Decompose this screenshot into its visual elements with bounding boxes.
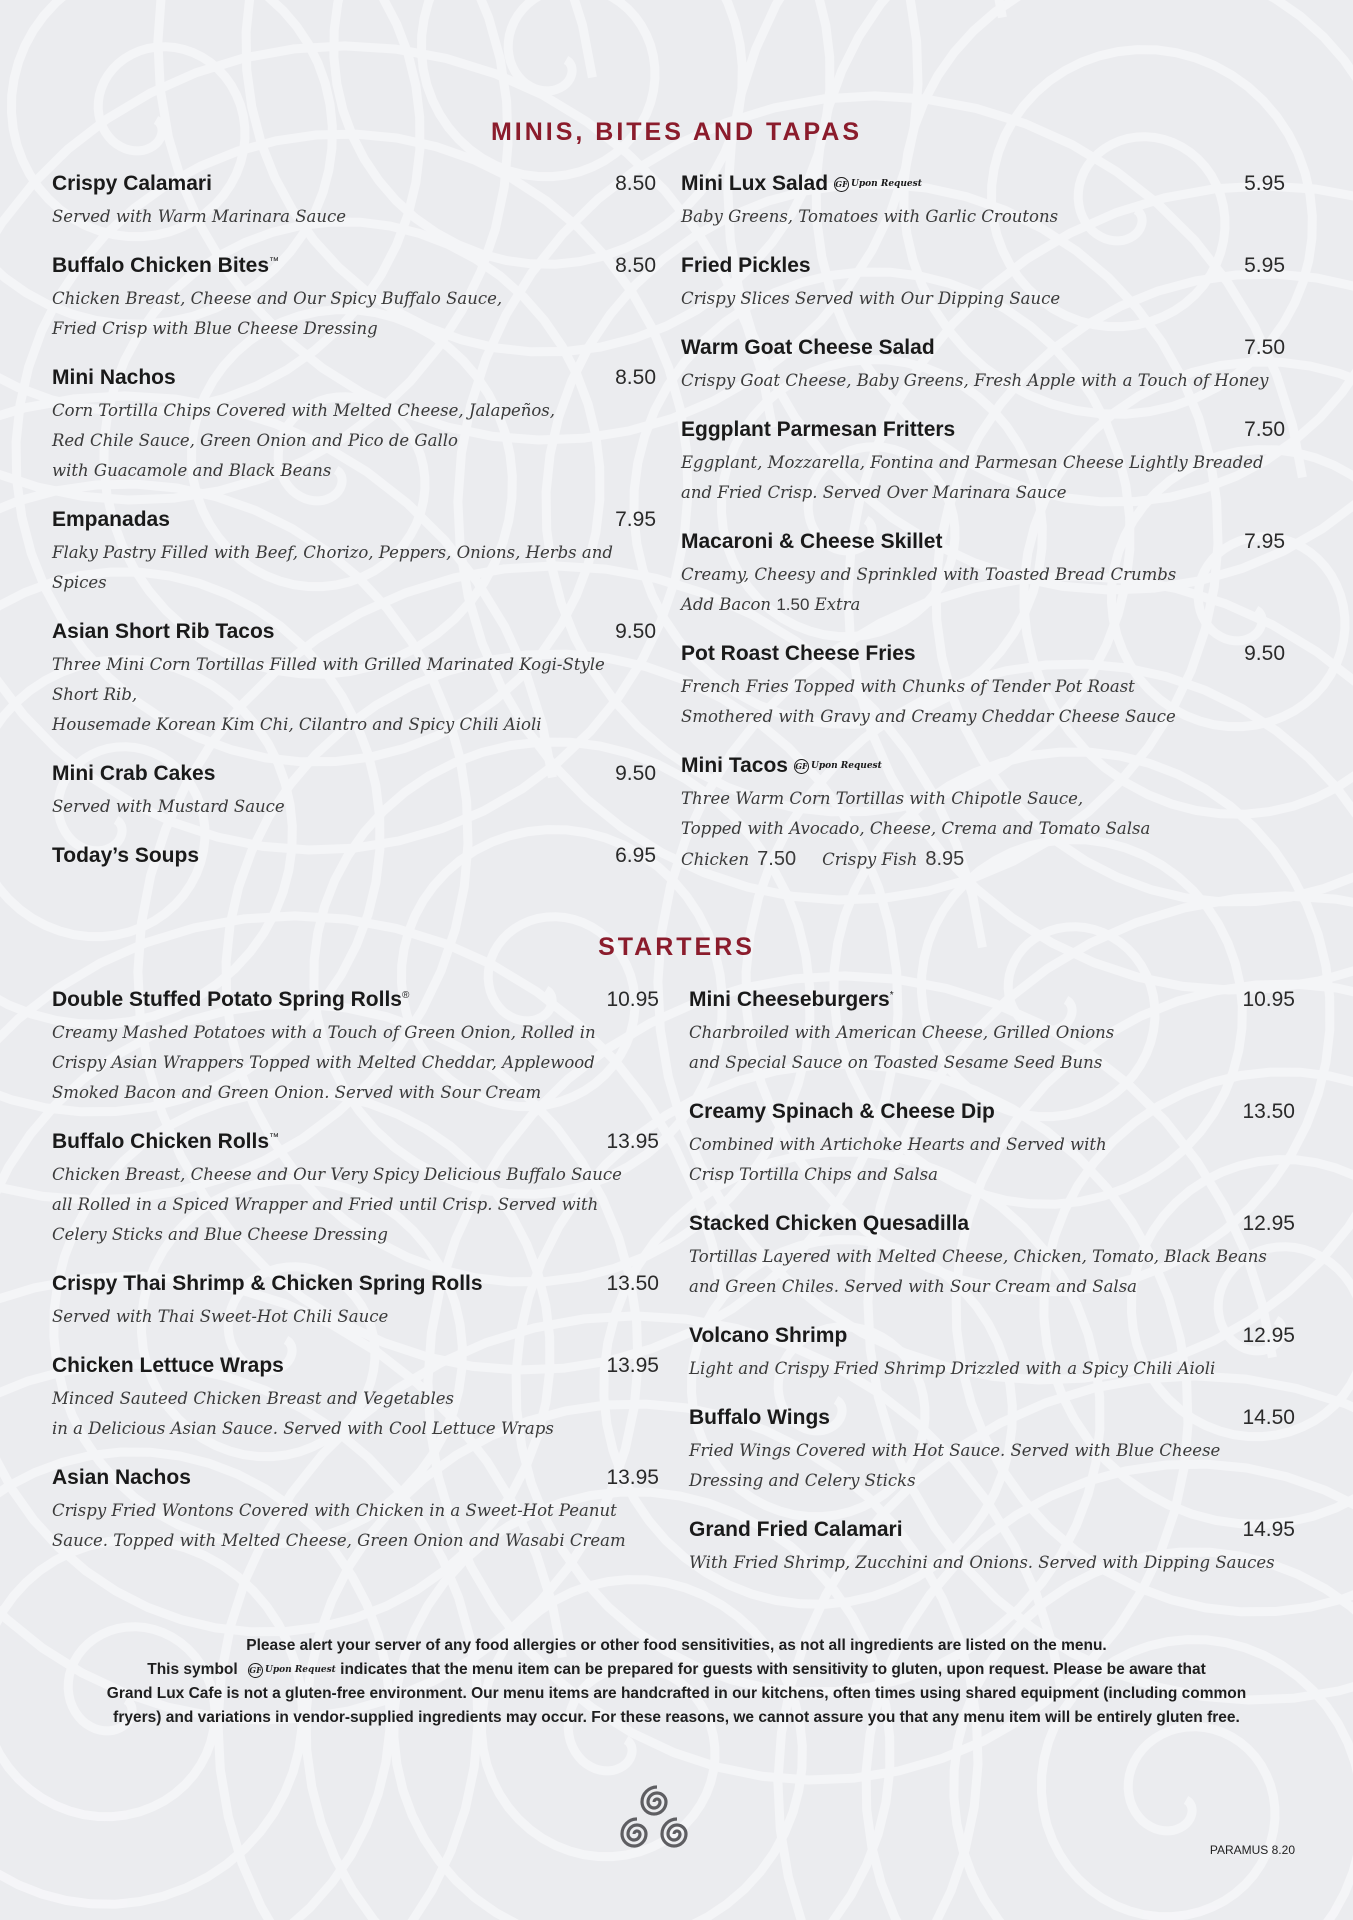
menu-item-name — [681, 418, 955, 442]
menu-item-name — [689, 1324, 847, 1348]
description-line: Topped with Avocado, Cheese, Crema and Tomato Salsa — [681, 819, 1151, 838]
menu-item-name-text: Buffalo Wings — [689, 1406, 830, 1429]
menu-item-price: 10.95 — [1242, 988, 1295, 1011]
menu-item-price: 12.95 — [1242, 1324, 1295, 1347]
menu-item-name — [52, 1130, 279, 1154]
menu-item-name — [681, 172, 922, 196]
menu-item-name-text: Pot Roast Cheese Fries — [681, 642, 916, 665]
description-line: Corn Tortilla Chips Covered with Melted Cheese, Jalapeños, — [52, 401, 556, 420]
menu-item — [681, 254, 1285, 314]
description-line: Fried Crisp with Blue Cheese Dressing — [52, 319, 378, 338]
menu-item-price: 13.95 — [606, 1130, 659, 1153]
menu-item-name — [681, 754, 882, 778]
menu-item-price: 7.50 — [1244, 418, 1285, 441]
menu-item-header — [52, 1466, 659, 1496]
starters-left-column — [52, 988, 659, 1578]
description-line: Smothered with Gravy and Creamy Cheddar Cheese Sauce — [681, 707, 1176, 726]
trademark-mark: ™ — [269, 1132, 280, 1143]
menu-item-header — [681, 754, 1285, 784]
menu-item-header — [52, 620, 656, 650]
menu-item-description — [681, 284, 1285, 314]
menu-item-header — [689, 1518, 1295, 1548]
menu-item-name — [689, 1518, 903, 1542]
menu-item-description — [52, 1496, 659, 1556]
menu-item — [52, 366, 656, 486]
description-line: all Rolled in a Spiced Wrapper and Fried until Crisp. Served with — [52, 1195, 599, 1214]
menu-item — [681, 172, 1285, 232]
section-title-minis: MINIS, BITES AND TAPAS — [490, 118, 863, 146]
menu-item-price: 9.50 — [615, 762, 656, 785]
menu-item-price: 5.95 — [1244, 254, 1285, 277]
menu-item — [681, 418, 1285, 508]
menu-item — [681, 530, 1285, 620]
menu-item-header — [681, 336, 1285, 366]
menu-item-header — [689, 1406, 1295, 1436]
description-line: Creamy Mashed Potatoes with a Touch of Green Onion, Rolled in — [52, 1023, 596, 1042]
menu-item-price: 10.95 — [606, 988, 659, 1011]
menu-item-description — [689, 1436, 1295, 1496]
menu-item — [52, 620, 656, 740]
menu-item-header — [52, 508, 656, 538]
menu-item-description — [52, 1384, 659, 1444]
menu-item — [689, 988, 1295, 1078]
menu-item-name — [681, 530, 942, 554]
menu-item-name — [689, 1406, 830, 1430]
trademark-mark: ™ — [269, 256, 280, 267]
menu-item-price: 8.50 — [615, 172, 656, 195]
extra-suffix: Extra — [814, 595, 861, 614]
menu-item-description — [52, 792, 656, 822]
menu-item-name-text: Chicken Lettuce Wraps — [52, 1354, 284, 1377]
menu-item — [52, 508, 656, 598]
menu-item-name-text: Empanadas — [52, 508, 170, 531]
description-line: Fried Wings Covered with Hot Sauce. Served with Blue Cheese — [689, 1441, 1221, 1460]
menu-item — [52, 254, 656, 344]
menu-item-name-text: Fried Pickles — [681, 254, 811, 277]
description-line: Crispy Slices Served with Our Dipping Sauce — [681, 289, 1061, 308]
minis-left-column — [52, 172, 656, 896]
menu-item-price: 6.95 — [615, 844, 656, 867]
notice-line-3: Grand Lux Cafe is not a gluten-free environment. Our menu items are handcrafted in our kitchens, often times using shared equipment (including common — [106, 1685, 1247, 1703]
triple-spiral-icon — [615, 1782, 699, 1858]
menu-item — [681, 754, 1285, 875]
gf-badge-text: Upon Request — [851, 179, 922, 190]
menu-item-price: 9.50 — [1244, 642, 1285, 665]
menu-item — [52, 762, 656, 822]
description-line: and Fried Crisp. Served Over Marinara Sauce — [681, 483, 1067, 502]
menu-item-description — [52, 1018, 659, 1108]
gf-badge-text: Upon Request — [810, 761, 882, 772]
menu-item-name-text: Double Stuffed Potato Spring Rolls — [52, 988, 402, 1011]
menu-item-header — [52, 366, 656, 396]
description-line: Eggplant, Mozzarella, Fontina and Parmesan Cheese Lightly Breaded — [681, 453, 1264, 472]
menu-item-name-text: Volcano Shrimp — [689, 1324, 848, 1347]
menu-item-description — [52, 650, 656, 740]
menu-item-header — [52, 844, 656, 874]
menu-item-header — [689, 988, 1295, 1018]
menu-item-header — [689, 1212, 1295, 1242]
menu-item-price: 8.50 — [615, 254, 656, 277]
description-line: Celery Sticks and Blue Cheese Dressing — [52, 1225, 388, 1244]
menu-item-name-text: Grand Fried Calamari — [689, 1518, 903, 1541]
menu-item-name-text: Asian Short Rib Tacos — [52, 620, 275, 643]
menu-item-name-text: Buffalo Chicken Bites — [52, 254, 270, 277]
menu-item-name-text: Crispy Calamari — [52, 172, 212, 195]
menu-item — [681, 336, 1285, 396]
menu-item-name — [52, 1466, 191, 1490]
description-line: Chicken Breast, Cheese and Our Spicy Buffalo Sauce, — [52, 289, 503, 308]
menu-item-header — [681, 254, 1285, 284]
menu-item-name-text: Buffalo Chicken Rolls — [52, 1130, 270, 1153]
menu-item-description — [689, 1242, 1295, 1302]
menu-item — [52, 1130, 659, 1250]
menu-item-price: 13.95 — [606, 1466, 659, 1489]
description-line: Charbroiled with American Cheese, Grilled Onions — [689, 1023, 1115, 1042]
menu-item-name-text: Asian Nachos — [52, 1466, 191, 1489]
notice-line-4: fryers) and variations in vendor-supplied ingredients may occur. For these reasons, we cannot assure you that any menu item will be entirely gluten free. — [113, 1709, 1240, 1727]
menu-item-price: 12.95 — [1242, 1212, 1295, 1235]
menu-item-name-text: Mini Tacos — [681, 754, 788, 777]
menu-item-description — [52, 396, 656, 486]
description-line: Smoked Bacon and Green Onion. Served with Sour Cream — [52, 1083, 542, 1102]
extra-label: Add Bacon — [681, 595, 772, 614]
menu-item-header — [681, 172, 1285, 202]
notice-line-2 — [40, 1658, 1313, 1682]
menu-item-price: 14.50 — [1242, 1406, 1295, 1429]
menu-item — [689, 1406, 1295, 1496]
notice-line-2-post: indicates that the menu item can be prepared for guests with sensitivity to gluten, upon request. Please be aware that — [340, 1661, 1206, 1679]
menu-item-name — [52, 508, 170, 532]
menu-item-price: 8.50 — [615, 366, 656, 389]
option-price: 7.50 — [757, 848, 797, 870]
menu-item-price: 13.95 — [606, 1354, 659, 1377]
extra-price: 1.50 — [776, 595, 810, 614]
menu-item-header — [52, 1354, 659, 1384]
menu-item-header — [681, 530, 1285, 560]
menu-item-name-text: Stacked Chicken Quesadilla — [689, 1212, 970, 1235]
minis-right-column — [681, 172, 1285, 897]
menu-item-name-text: Creamy Spinach & Cheese Dip — [689, 1100, 995, 1123]
menu-item-price: 7.50 — [1244, 336, 1285, 359]
menu-item — [52, 1272, 659, 1332]
menu-item-name-text: Eggplant Parmesan Fritters — [681, 418, 956, 441]
menu-item-price: 13.50 — [606, 1272, 659, 1295]
menu-item-name — [681, 254, 811, 278]
menu-item-header — [681, 418, 1285, 448]
menu-item-description — [681, 202, 1285, 232]
description-line: with Guacamole and Black Beans — [52, 461, 332, 480]
gf-badge-text: Upon Request — [265, 1665, 336, 1675]
menu-item-name — [52, 254, 279, 278]
menu-item-name — [689, 1212, 969, 1236]
description-line: Served with Thai Sweet-Hot Chili Sauce — [52, 1307, 389, 1326]
description-line: Served with Warm Marinara Sauce — [52, 207, 346, 226]
option-price: 8.95 — [925, 848, 965, 870]
option-label: Chicken — [681, 850, 750, 869]
menu-item-name-text: Mini Lux Salad — [681, 172, 829, 195]
description-line: and Green Chiles. Served with Sour Cream and Salsa — [689, 1277, 1138, 1296]
menu-item-name — [52, 762, 215, 786]
section-title-starters: STARTERS — [598, 933, 755, 961]
description-line: Three Warm Corn Tortillas with Chipotle Sauce, — [681, 789, 1084, 808]
menu-item-name — [52, 844, 199, 868]
menu-item-description — [681, 784, 1285, 844]
description-line: Served with Mustard Sauce — [52, 797, 285, 816]
menu-item-description — [689, 1130, 1295, 1190]
menu-item-name — [52, 1272, 483, 1296]
menu-item-description — [52, 202, 656, 232]
menu-item-name — [52, 620, 274, 644]
menu-item — [689, 1212, 1295, 1302]
menu-item — [52, 172, 656, 232]
menu-item-name-text: Today’s Soups — [52, 844, 200, 867]
description-line: Crisp Tortilla Chips and Salsa — [689, 1165, 938, 1184]
description-line: Red Chile Sauce, Green Onion and Pico de Gallo — [52, 431, 458, 450]
menu-item — [689, 1100, 1295, 1190]
menu-item-name-text: Crispy Thai Shrimp & Chicken Spring Rolls — [52, 1272, 483, 1295]
description-line: and Special Sauce on Toasted Sesame Seed Buns — [689, 1053, 1103, 1072]
description-line: Crispy Goat Cheese, Baby Greens, Fresh Apple with a Touch of Honey — [681, 371, 1269, 390]
menu-item-header — [689, 1100, 1295, 1130]
menu-item-price: 14.95 — [1242, 1518, 1295, 1541]
menu-item — [681, 642, 1285, 732]
menu-item-name-text: Mini Cheeseburgers — [689, 988, 890, 1011]
menu-item-name-text: Macaroni & Cheese Skillet — [681, 530, 943, 553]
menu-item-header — [689, 1324, 1295, 1354]
description-line: Minced Sauteed Chicken Breast and Vegetables — [52, 1389, 455, 1408]
menu-item-header — [52, 1272, 659, 1302]
menu-item-header — [52, 1130, 659, 1160]
gluten-free-icon: GF — [834, 177, 849, 192]
description-line: Combined with Artichoke Hearts and Served with — [689, 1135, 1107, 1154]
allergy-notice — [40, 1634, 1313, 1730]
option-label: Crispy Fish — [822, 850, 918, 869]
menu-item — [52, 1354, 659, 1444]
menu-item-price: 13.50 — [1242, 1100, 1295, 1123]
menu-item-header — [52, 254, 656, 284]
menu-item-name — [52, 1354, 284, 1378]
menu-item — [52, 844, 656, 874]
menu-item-description — [681, 672, 1285, 732]
description-line: Three Mini Corn Tortillas Filled with Grilled Marinated Kogi-Style Short Rib, — [52, 655, 605, 704]
menu-item-name — [681, 336, 935, 360]
menu-item-description — [689, 1548, 1295, 1578]
menu-item-name — [689, 1100, 995, 1124]
gluten-free-icon: GF — [248, 1663, 263, 1678]
description-line: Housemade Korean Kim Chi, Cilantro and Spicy Chili Aioli — [52, 715, 542, 734]
menu-item-name — [52, 988, 409, 1012]
description-line: Sauce. Topped with Melted Cheese, Green Onion and Wasabi Cream — [52, 1531, 626, 1550]
location-code: PARAMUS 8.20 — [1209, 1843, 1295, 1857]
menu-item-name — [681, 642, 916, 666]
menu-item-header — [52, 172, 656, 202]
description-line: French Fries Topped with Chunks of Tender Pot Roast — [681, 677, 1135, 696]
menu-item-header — [52, 762, 656, 792]
menu-item-description — [689, 1354, 1295, 1384]
description-line: Flaky Pastry Filled with Beef, Chorizo, Peppers, Onions, Herbs and Spices — [52, 543, 613, 592]
menu-item-header — [52, 988, 659, 1018]
gf-badge — [794, 759, 882, 774]
description-line: Creamy, Cheesy and Sprinkled with Toasted Bread Crumbs — [681, 565, 1177, 584]
menu-item — [52, 1466, 659, 1556]
menu-item-options — [681, 844, 1285, 875]
menu-item-price: 9.50 — [615, 620, 656, 643]
menu-item-description — [52, 1160, 659, 1250]
menu-item-price: 5.95 — [1244, 172, 1285, 195]
description-line: Crispy Fried Wontons Covered with Chicken in a Sweet-Hot Peanut — [52, 1501, 617, 1520]
menu-item-name — [52, 366, 176, 390]
menu-item-name-text: Mini Crab Cakes — [52, 762, 216, 785]
menu-item-description — [52, 538, 656, 598]
description-line: Baby Greens, Tomatoes with Garlic Croutons — [681, 207, 1059, 226]
menu-item-description — [52, 1302, 659, 1332]
menu-item-name-text: Mini Nachos — [52, 366, 176, 389]
menu-item-description — [681, 448, 1285, 508]
menu-item-price: 7.95 — [615, 508, 656, 531]
starters-right-column — [689, 988, 1295, 1600]
notice-line-2-pre: This symbol — [147, 1661, 238, 1679]
menu-item-description — [681, 560, 1285, 590]
description-line: Dressing and Celery Sticks — [689, 1471, 916, 1490]
menu-item — [52, 988, 659, 1108]
menu-item — [689, 1518, 1295, 1578]
trademark-mark: ® — [402, 990, 410, 1001]
description-line: in a Delicious Asian Sauce. Served with Cool Lettuce Wraps — [52, 1419, 554, 1438]
menu-item-name-text: Warm Goat Cheese Salad — [681, 336, 935, 359]
description-line: Light and Crispy Fried Shrimp Drizzled with a Spicy Chili Aioli — [689, 1359, 1216, 1378]
menu-item-price: 7.95 — [1244, 530, 1285, 553]
gluten-free-icon: GF — [794, 759, 809, 774]
menu-item-header — [681, 642, 1285, 672]
menu-item-name — [52, 172, 212, 196]
menu-item-description — [681, 366, 1285, 396]
notice-line-1: Please alert your server of any food allergies or other food sensitivities, as not all ingredients are listed on the menu. — [246, 1637, 1107, 1654]
description-line: Crispy Asian Wrappers Topped with Melted Cheddar, Applewood — [52, 1053, 595, 1072]
description-line: Chicken Breast, Cheese and Our Very Spicy Delicious Buffalo Sauce — [52, 1165, 622, 1184]
trademark-mark: * — [889, 990, 894, 1001]
gf-badge — [248, 1658, 336, 1682]
menu-item — [689, 1324, 1295, 1384]
menu-item-description — [689, 1018, 1295, 1078]
description-line: Tortillas Layered with Melted Cheese, Chicken, Tomato, Black Beans — [689, 1247, 1267, 1266]
menu-item-description — [52, 284, 656, 344]
gf-badge — [834, 177, 922, 192]
description-line: With Fried Shrimp, Zucchini and Onions. Served with Dipping Sauces — [689, 1553, 1275, 1572]
menu-item-extra — [681, 590, 1285, 620]
menu-item-name — [689, 988, 894, 1012]
